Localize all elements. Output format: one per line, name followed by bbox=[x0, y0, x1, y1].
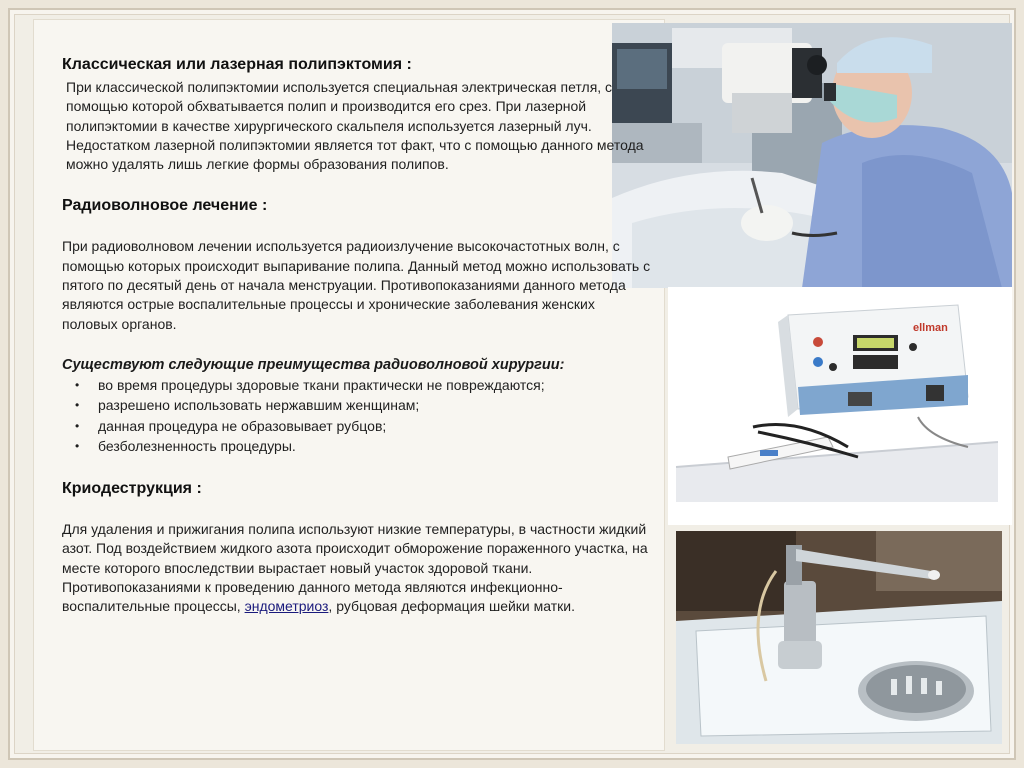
content-column bbox=[62, 55, 652, 616]
photo-surgeon bbox=[612, 23, 1012, 288]
photo-cryodevice bbox=[676, 531, 1002, 744]
section2-text: При радиоволновом лечении используется радиоизлучение высокочастотных волн, с помощью которых происходит выпаривание полипа. Данный метод можно использовать с пятого по десятый день от начала менструации. Противопоказаниями данного метода являются острые воспалительные процессы и хронические заболевания женских половых органов. bbox=[62, 238, 651, 332]
section2-title: Радиоволновое лечение : bbox=[62, 197, 268, 215]
bullet-icon: • bbox=[75, 439, 80, 454]
section1-title: Классическая или лазерная полипэктомия : bbox=[62, 56, 412, 73]
bullet-icon: • bbox=[75, 377, 80, 392]
device-brand: ellman bbox=[913, 322, 948, 334]
section3-title: Криодеструкция : bbox=[62, 479, 202, 497]
bullet-icon: • bbox=[75, 398, 80, 413]
advantages-list bbox=[62, 375, 652, 457]
advantages-title: Существуют следующие преимущества радиоволновой хирургии: bbox=[62, 356, 565, 373]
section3-text: Для удаления и прижигания полипа используют низкие температуры, в частности жидкий азот. Под воздействием жидкого азота происходит обморожение пораженного участка, на месте которого впоследствии вырастает новый участок здоровой ткани. Противопоказаниями к проведению данного метода являются инфекционно-воспалительные процессы, эндометриоз, рубцовая деформация шейки матки. bbox=[62, 520, 648, 615]
bullet-icon: • bbox=[75, 418, 80, 433]
list-item: • безболезненность процедуры. bbox=[62, 436, 652, 457]
list-item: • данная процедура не образовывает рубцов; bbox=[62, 416, 652, 437]
list-item: • во время процедуры здоровые ткани практически не повреждаются; bbox=[62, 375, 652, 396]
list-item: • разрешено использовать нержавшим женщинам; bbox=[62, 395, 652, 416]
photo-radiowave-device bbox=[668, 287, 1012, 525]
section1-text: При классической полипэктомии используется специальная электрическая петля, с помощью которой обхватывается полип и производится его срез. При лазерной полипэктомии в качестве хирургического скальпеля используется лазерный луч. Недостатком лазерной полипэктомии является тот факт, что с помощью данного метода можно удалять лишь легкие формы образования полипов. bbox=[66, 79, 644, 173]
endometriosis-link[interactable]: эндометриоз bbox=[244, 598, 329, 615]
